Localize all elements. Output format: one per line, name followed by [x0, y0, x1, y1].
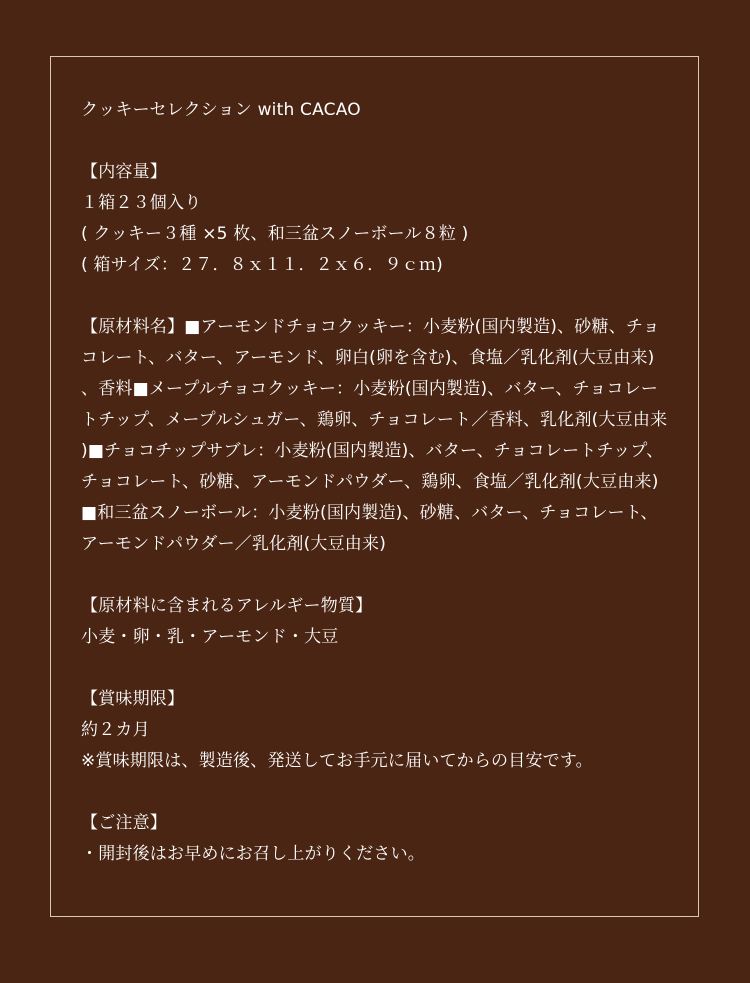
contents-breakdown: ( クッキー３種 ×5 枚、和三盆スノーボール８粒 ) [81, 224, 469, 244]
product-info-content [81, 95, 671, 870]
info-panel [50, 56, 699, 917]
best-before-note: ※賞味期限は、製造後、発送してお手元に届いてからの目安です。 [81, 751, 593, 771]
contents-heading: 【内容量】 [81, 162, 167, 182]
box-size: ( 箱サイズ：２７．８ｘ１１．２ｘ６．９ｃｍ) [81, 255, 443, 275]
caution-heading: 【ご注意】 [81, 813, 167, 833]
product-name: クッキーセレクション with CACAO [81, 100, 361, 120]
best-before-period: 約２カ月 [81, 720, 150, 740]
best-before-heading: 【賞味期限】 [81, 689, 185, 709]
caution-text: ・開封後はお早めにお召し上がりください。 [81, 844, 425, 864]
allergens-text: 小麦・卵・乳・アーモンド・大豆 [81, 627, 339, 647]
allergens-heading: 【原材料に含まれるアレルギー物質】 [81, 596, 373, 616]
ingredients-text: 【原材料名】■アーモンドチョコクッキー：小麦粉(国内製造)、砂糖、チョコレート、バター、アーモンド、卵白(卵を含む)、食塩／乳化剤(大豆由来)、香料■メープルチョコクッキー：小麦粉(国内製造)、バター、チョコレートチップ、メープルシュガー、鶏卵、チョコレート／香料、乳化剤(大豆由来)■チョコチップサブレ：小麦粉(国内製造)、バター、チョコレートチップ、チョコレート、砂糖、アーモンドパウダー、鶏卵、食塩／乳化剤(大豆由来)■和三盆スノーボール：小麦粉(国内製造)、砂糖、バター、チョコレート、アーモンドパウダー／乳化剤(大豆由来) [81, 317, 668, 554]
contents-count: １箱２３個入り [81, 193, 202, 213]
